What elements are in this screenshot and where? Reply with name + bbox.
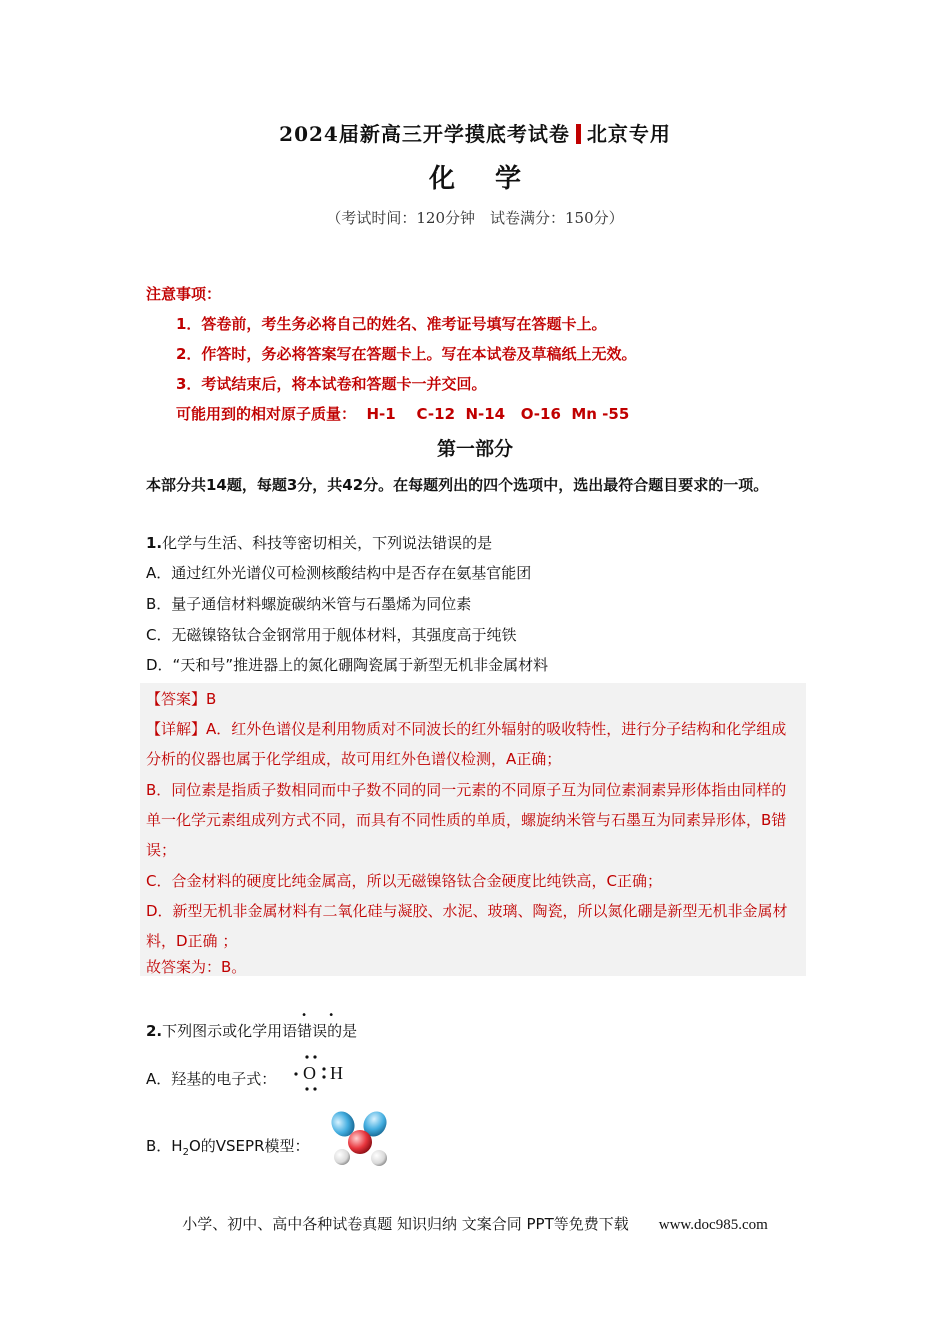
- question-2-stem: [146, 1010, 358, 1041]
- question-2-option-b: [146, 1135, 310, 1158]
- part-title: 第一部分: [436, 438, 513, 460]
- oxygen-symbol: O: [303, 1063, 316, 1083]
- title-divider: [576, 124, 581, 144]
- question-text: 下列图示或化学用语: [162, 1022, 298, 1040]
- water-vsepr-icon: [327, 1108, 393, 1170]
- answer-label: 【答案】B: [146, 690, 217, 708]
- exam-title: [0, 118, 950, 147]
- explanation-a: 【详解】A．红外色谱仪是利用物质对不同波长的红外辐射的吸收特性，进行分子结构和化学组成分析的仪器也属于化学组成，故可用红外色谱仪检测，A正确；: [146, 720, 787, 768]
- explanation-d: D．新型无机非金属材料有二氧化硅与凝胶、水泥、玻璃、陶瓷，所以氮化硼是新型无机非金属材料，D正确 ；: [146, 902, 788, 950]
- notice-item: 3．考试结束后，将本试卷和答题卡一并交回。: [176, 375, 487, 393]
- exam-time-info: （考试时间：120分钟 试卷满分：150分）: [326, 209, 624, 227]
- question-1-stem: [146, 532, 492, 553]
- notice-item: 2．作答时，务必将答案写在答题卡上。写在本试卷及草稿纸上无效。: [176, 345, 637, 363]
- explanation-conclusion: 故答案为：B。: [146, 958, 247, 976]
- question-2-option-a: A．羟基的电子式：: [146, 1070, 277, 1088]
- emphasis-word: 错误: [297, 1022, 328, 1040]
- part-instruction: 本部分共14题，每题3分，共42分。在每题列出的四个选项中，选出最符合题目要求的一项。: [146, 476, 769, 494]
- notice-heading: 注意事项：: [146, 285, 222, 303]
- option-b-text: B．H: [146, 1137, 183, 1155]
- footer-text: 小学、初中、高中各种试卷真题 知识归纳 文案合同 PPT等免费下载: [182, 1215, 629, 1233]
- question-number: 1.: [146, 534, 163, 552]
- question-text-end: 的是: [327, 1022, 358, 1040]
- footer-site-link[interactable]: www.doc985.com: [658, 1217, 768, 1233]
- exam-title-region: 北京专用: [586, 122, 671, 146]
- subject-title: 化学: [428, 164, 561, 194]
- question-1-option-c: C．无磁镍铬钛合金钢常用于舰体材料，其强度高于纯铁: [146, 626, 517, 644]
- notice-item: 1．答卷前，考生务必将自己的姓名、准考证号填写在答题卡上。: [176, 315, 607, 333]
- exam-title-main: 2024届新高三开学摸底考试卷: [279, 122, 570, 146]
- question-1-option-a: A．通过红外光谱仪可检测核酸结构中是否存在氨基官能团: [146, 564, 532, 582]
- hydroxyl-electron-formula: [291, 1052, 351, 1094]
- question-text: 化学与生活、科技等密切相关，下列说法错误的是: [162, 534, 493, 552]
- question-number: 2.: [146, 1022, 163, 1040]
- question-1-option-d: D．“天和号”推进器上的氮化硼陶瓷属于新型无机非金属材料: [146, 656, 549, 674]
- emphasis-dots-icon: • •: [301, 1010, 344, 1021]
- explanation-c: C．合金材料的硬度比纯金属高，所以无磁镍铬钛合金硬度比纯铁高，C正确；: [146, 872, 662, 890]
- vsepr-model-image: [327, 1108, 393, 1170]
- option-b-text-end: O的VSEPR模型：: [188, 1137, 310, 1155]
- subscript: 2: [182, 1147, 189, 1158]
- explanation-b: B．同位素是指质子数相同而中子数不同的同一元素的不同原子互为同位素洞素异形体指由同样的单一化学元素组成列方式不同，而具有不同性质的单质，螺旋纳米管与石墨互为同素异形体，B错误；: [146, 781, 787, 859]
- atomic-mass-note: 可能用到的相对原子质量： H-1 C-12 N-14 O-16 Mn -55: [176, 405, 630, 423]
- page-footer: [0, 1213, 950, 1234]
- question-1-option-b: B．量子通信材料螺旋碳纳米管与石墨烯为同位素: [146, 595, 472, 613]
- hydrogen-symbol: H: [330, 1063, 343, 1083]
